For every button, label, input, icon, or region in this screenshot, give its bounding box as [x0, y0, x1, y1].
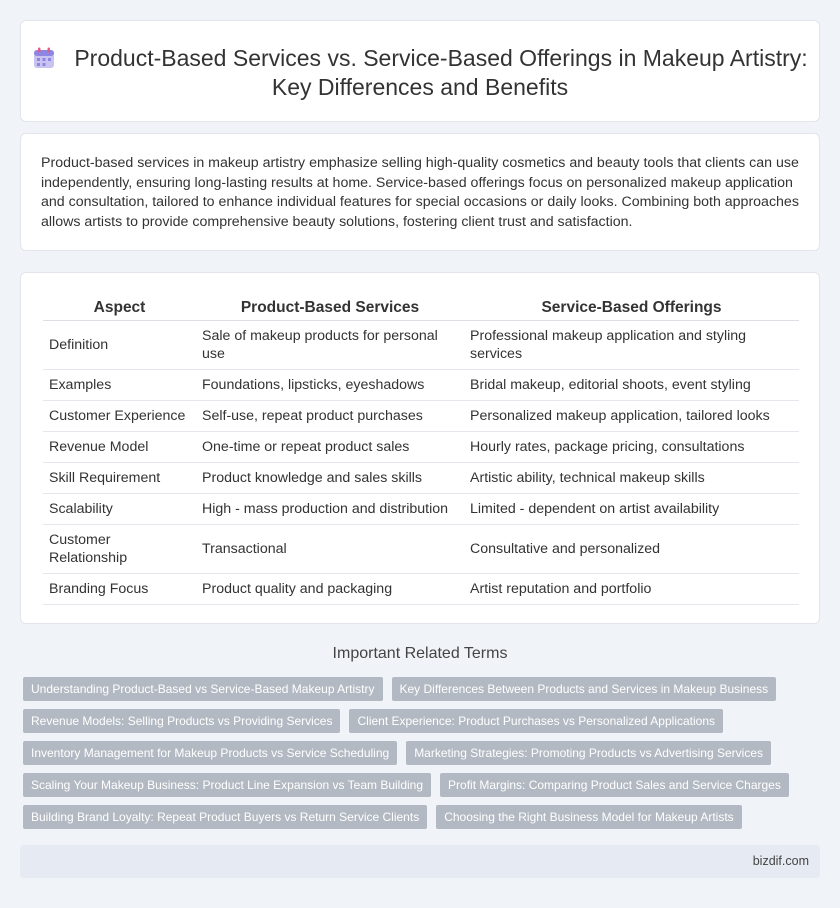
comparison-table-card — [20, 272, 820, 624]
column-header-aspect: Aspect — [43, 295, 196, 321]
tag-row — [23, 709, 732, 735]
table-cell: Artistic ability, technical makeup skills — [464, 463, 799, 494]
related-terms-title: Important Related Terms — [332, 645, 508, 662]
related-term-tag[interactable]: Client Experience: Product Purchases vs Personalized Applications — [349, 709, 723, 733]
table-cell: Artist reputation and portfolio — [464, 574, 799, 605]
tag-row — [23, 805, 751, 831]
table-cell: Personalized makeup application, tailored looks — [464, 401, 799, 432]
related-term-tag[interactable]: Scaling Your Makeup Business: Product Line Expansion vs Team Building — [23, 773, 431, 797]
table-header-row — [43, 295, 799, 321]
table-cell: Foundations, lipsticks, eyeshadows — [196, 370, 464, 401]
table-cell: Consultative and personalized — [464, 525, 799, 574]
table-cell: Definition — [43, 321, 196, 370]
table-row — [43, 370, 799, 401]
table-cell: Sale of makeup products for personal use — [196, 321, 464, 370]
table-cell: Professional makeup application and styling services — [464, 321, 799, 370]
table-row — [43, 463, 799, 494]
table-cell: Customer Relationship — [43, 525, 196, 574]
column-header-service: Service-Based Offerings — [464, 295, 799, 321]
related-term-tag[interactable]: Inventory Management for Makeup Products vs Service Scheduling — [23, 741, 397, 765]
page-title — [21, 44, 819, 102]
table-row — [43, 494, 799, 525]
page-title-text: Product-Based Services vs. Service-Based Offerings in Makeup Artistry: Key Differences and Benefits — [74, 45, 808, 100]
table-cell: Scalability — [43, 494, 196, 525]
table-row — [43, 321, 799, 370]
table-cell: Branding Focus — [43, 574, 196, 605]
tag-row — [23, 677, 785, 703]
intro-card — [20, 133, 820, 251]
table-row — [43, 525, 799, 574]
table-cell: Product knowledge and sales skills — [196, 463, 464, 494]
comparison-table — [43, 295, 799, 605]
related-term-tag[interactable]: Key Differences Between Products and Services in Makeup Business — [392, 677, 777, 701]
calendar-icon — [32, 46, 56, 70]
table-cell: Hourly rates, package pricing, consultations — [464, 432, 799, 463]
intro-paragraph: Product-based services in makeup artistry emphasize selling high-quality cosmetics and beauty tools that clients can use independently, ensuring long-lasting results at home. Service-based offerings focus on personalized makeup application and consultation, tailored to enhance individual features for special occasions or daily looks. Combining both approaches allows artists to provide comprehensive beauty solutions, fostering client trust and satisfaction. — [41, 155, 799, 230]
table-row — [43, 432, 799, 463]
tag-row — [23, 741, 780, 767]
table-row — [43, 574, 799, 605]
related-term-tag[interactable]: Profit Margins: Comparing Product Sales and Service Charges — [440, 773, 789, 797]
site-name[interactable]: bizdif.com — [752, 854, 809, 868]
table-cell: Skill Requirement — [43, 463, 196, 494]
footer — [20, 845, 820, 878]
table-row — [43, 401, 799, 432]
column-header-product: Product-Based Services — [196, 295, 464, 321]
table-cell: Transactional — [196, 525, 464, 574]
table-cell: Examples — [43, 370, 196, 401]
related-term-tag[interactable]: Marketing Strategies: Promoting Products vs Advertising Services — [406, 741, 771, 765]
tag-row — [23, 773, 798, 799]
table-cell: Revenue Model — [43, 432, 196, 463]
table-cell: Limited - dependent on artist availability — [464, 494, 799, 525]
table-cell: Product quality and packaging — [196, 574, 464, 605]
table-cell: One-time or repeat product sales — [196, 432, 464, 463]
table-cell: Bridal makeup, editorial shoots, event styling — [464, 370, 799, 401]
related-term-tag[interactable]: Revenue Models: Selling Products vs Providing Services — [23, 709, 340, 733]
table-cell: Self-use, repeat product purchases — [196, 401, 464, 432]
table-cell: Customer Experience — [43, 401, 196, 432]
related-term-tag[interactable]: Understanding Product-Based vs Service-Based Makeup Artistry — [23, 677, 383, 701]
related-term-tag[interactable]: Building Brand Loyalty: Repeat Product Buyers vs Return Service Clients — [23, 805, 427, 829]
table-cell: High - mass production and distribution — [196, 494, 464, 525]
related-term-tag[interactable]: Choosing the Right Business Model for Makeup Artists — [436, 805, 741, 829]
header-card — [20, 20, 820, 122]
